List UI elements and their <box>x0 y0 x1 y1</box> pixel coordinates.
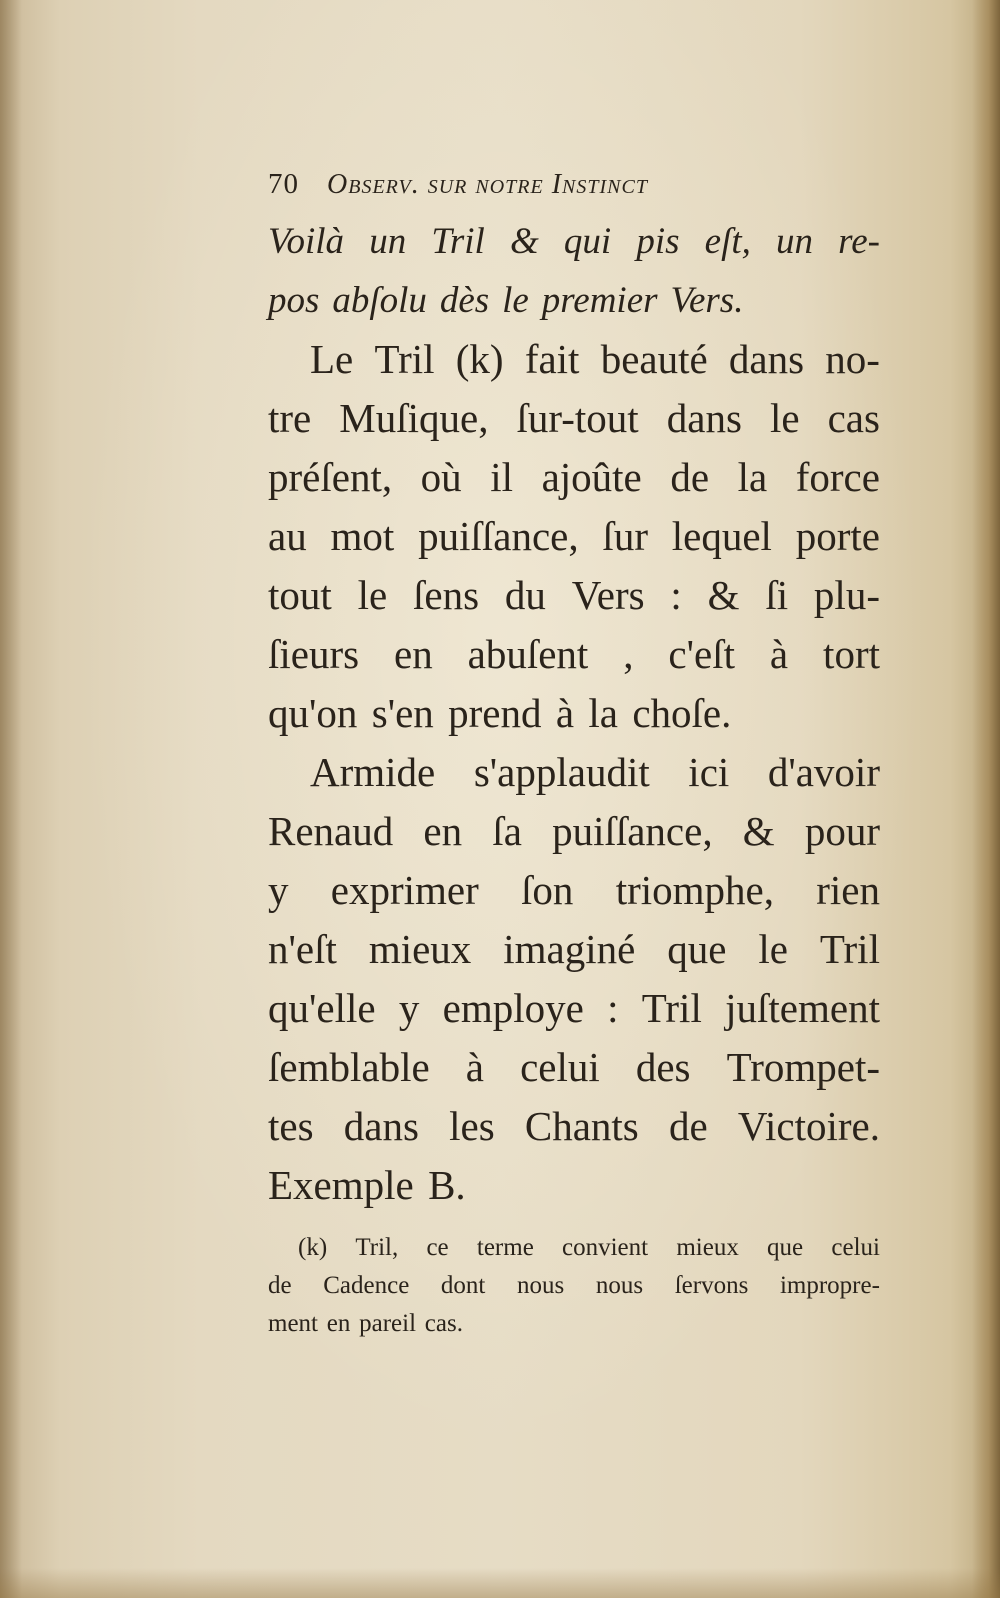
word: porte <box>795 513 880 559</box>
word: ſa <box>492 808 522 854</box>
word: : <box>670 572 682 618</box>
word: pos <box>268 280 320 321</box>
word: ſervons <box>674 1272 749 1299</box>
word: au <box>268 513 307 559</box>
word: & <box>509 221 539 262</box>
word: ſieurs <box>268 631 360 677</box>
text-line <box>268 743 880 802</box>
text-block <box>268 168 880 1343</box>
page-gutter-shadow <box>0 0 22 1598</box>
word: en <box>394 631 433 677</box>
word: eſt, <box>704 221 751 262</box>
word: Tril <box>819 926 880 972</box>
word: c'eſt <box>668 631 735 677</box>
word: re- <box>838 221 880 262</box>
word: la <box>588 690 618 736</box>
text-line <box>268 861 880 920</box>
word: ſur <box>602 513 648 559</box>
word: B. <box>428 1162 466 1208</box>
page-number: 70 <box>268 168 299 200</box>
word: qu'elle <box>268 985 376 1031</box>
word: rien <box>816 867 880 913</box>
word: abuſent <box>467 631 589 677</box>
word: (k) <box>298 1234 328 1261</box>
word: celui <box>831 1234 880 1261</box>
word: n'eſt <box>268 926 337 972</box>
word: mot <box>330 513 395 559</box>
word: impropre- <box>779 1272 880 1299</box>
word: à <box>769 631 789 677</box>
word: ajoûte <box>541 454 642 500</box>
word: tout <box>268 572 332 618</box>
word: dans <box>728 336 805 382</box>
text-line <box>268 212 880 271</box>
word: y <box>398 985 420 1031</box>
text-line <box>268 330 880 389</box>
word: ſemblable <box>268 1044 430 1090</box>
word: de <box>668 1103 708 1149</box>
word: pour <box>804 808 880 854</box>
page-edge-shadow <box>972 0 1000 1598</box>
word: les <box>449 1103 495 1149</box>
word: s'applaudit <box>473 749 650 795</box>
word: lequel <box>671 513 772 559</box>
footnote-line <box>268 1305 880 1343</box>
word: & <box>707 572 740 618</box>
word: dans <box>343 1103 419 1149</box>
word: & <box>742 808 775 854</box>
word: imaginé <box>503 926 636 972</box>
word: fait <box>524 336 580 382</box>
text-line <box>268 1097 880 1156</box>
word: qui <box>563 221 612 262</box>
word: Tril <box>374 336 435 382</box>
word: mieux <box>676 1234 739 1261</box>
word: Victoire. <box>737 1103 880 1149</box>
word: abſolu <box>332 280 427 321</box>
word: du <box>504 572 546 618</box>
word: beauté <box>600 336 708 382</box>
text-line <box>268 684 880 743</box>
word: ſur-tout <box>516 395 639 441</box>
word: ici <box>688 749 730 795</box>
word: ſi <box>765 572 789 618</box>
word: ment <box>268 1310 318 1337</box>
word: de <box>670 454 710 500</box>
word: le <box>502 280 529 321</box>
word: Voilà <box>268 221 345 262</box>
word: Vers <box>571 572 645 618</box>
word: que <box>767 1234 804 1261</box>
word: où <box>420 454 462 500</box>
word: (k) <box>455 336 504 382</box>
word: premier <box>541 280 658 321</box>
word: Tril <box>431 221 485 262</box>
word: employe <box>442 985 584 1031</box>
word: dès <box>439 280 490 321</box>
text-line <box>268 507 880 566</box>
word: des <box>635 1044 691 1090</box>
page-bottom-shadow <box>0 1568 1000 1598</box>
word: ſon <box>521 867 574 913</box>
word: Tril, <box>355 1234 399 1261</box>
word: en <box>326 1310 351 1337</box>
word: dans <box>666 395 742 441</box>
word: ce <box>426 1234 449 1261</box>
word: il <box>490 454 514 500</box>
text-line <box>268 1038 880 1097</box>
word: puiſſance, <box>418 513 579 559</box>
word: pis <box>636 221 680 262</box>
word: Muſique, <box>339 395 489 441</box>
word: puiſſance, <box>552 808 713 854</box>
word: ſens <box>413 572 480 618</box>
word: qu'on <box>268 690 358 736</box>
word: Trompet- <box>726 1044 880 1090</box>
word: Le <box>310 336 354 382</box>
text-line <box>268 1156 880 1215</box>
word: le <box>769 395 800 441</box>
word: le <box>357 572 388 618</box>
word: dont <box>440 1272 486 1299</box>
word: que <box>667 926 727 972</box>
text-line <box>268 271 880 330</box>
word: un <box>369 221 407 262</box>
word: à <box>465 1044 484 1090</box>
word: celui <box>520 1044 600 1090</box>
word: plu- <box>813 572 880 618</box>
body-text <box>268 212 880 1215</box>
word: à <box>555 690 575 736</box>
word: la <box>737 454 768 500</box>
text-line <box>268 625 880 684</box>
word: Vers. <box>670 280 744 321</box>
word: Tril <box>641 985 702 1031</box>
word: d'avoir <box>767 749 880 795</box>
word: tort <box>823 631 880 677</box>
text-line <box>268 920 880 979</box>
word: tes <box>268 1103 314 1149</box>
word: convient <box>562 1234 649 1261</box>
running-head <box>268 168 880 212</box>
text-line <box>268 802 880 861</box>
word: : <box>607 985 619 1031</box>
word: cas <box>827 395 880 441</box>
word: nous <box>595 1272 644 1299</box>
word: de <box>268 1272 292 1299</box>
word: y <box>268 867 289 913</box>
word: no- <box>825 336 880 382</box>
word: Chants <box>524 1103 639 1149</box>
word: cas. <box>424 1310 463 1337</box>
text-line <box>268 448 880 507</box>
word: force <box>795 454 880 500</box>
word: , <box>623 631 634 677</box>
footnote-line <box>268 1267 880 1305</box>
word: en <box>423 808 463 854</box>
word: tre <box>268 395 312 441</box>
running-head-title: Observ. sur notre Instinct <box>327 169 648 200</box>
footnote <box>268 1229 880 1343</box>
word: exprimer <box>330 867 479 913</box>
word: Armide <box>310 749 436 795</box>
word: triomphe, <box>615 867 774 913</box>
word: Cadence <box>323 1272 410 1299</box>
word: prend <box>448 690 542 736</box>
text-line <box>268 566 880 625</box>
footnote-line <box>268 1229 880 1267</box>
word: Renaud <box>268 808 394 854</box>
word: Exemple <box>268 1162 414 1208</box>
text-line <box>268 979 880 1038</box>
word: pareil <box>359 1310 417 1337</box>
word: un <box>776 221 814 262</box>
text-line <box>268 389 880 448</box>
word: mieux <box>368 926 472 972</box>
word: juſtement <box>725 985 880 1031</box>
word: préſent, <box>268 454 393 500</box>
word: s'en <box>371 690 434 736</box>
word: nous <box>517 1272 565 1299</box>
word: choſe. <box>632 690 732 736</box>
word: terme <box>476 1234 534 1261</box>
word: le <box>758 926 788 972</box>
